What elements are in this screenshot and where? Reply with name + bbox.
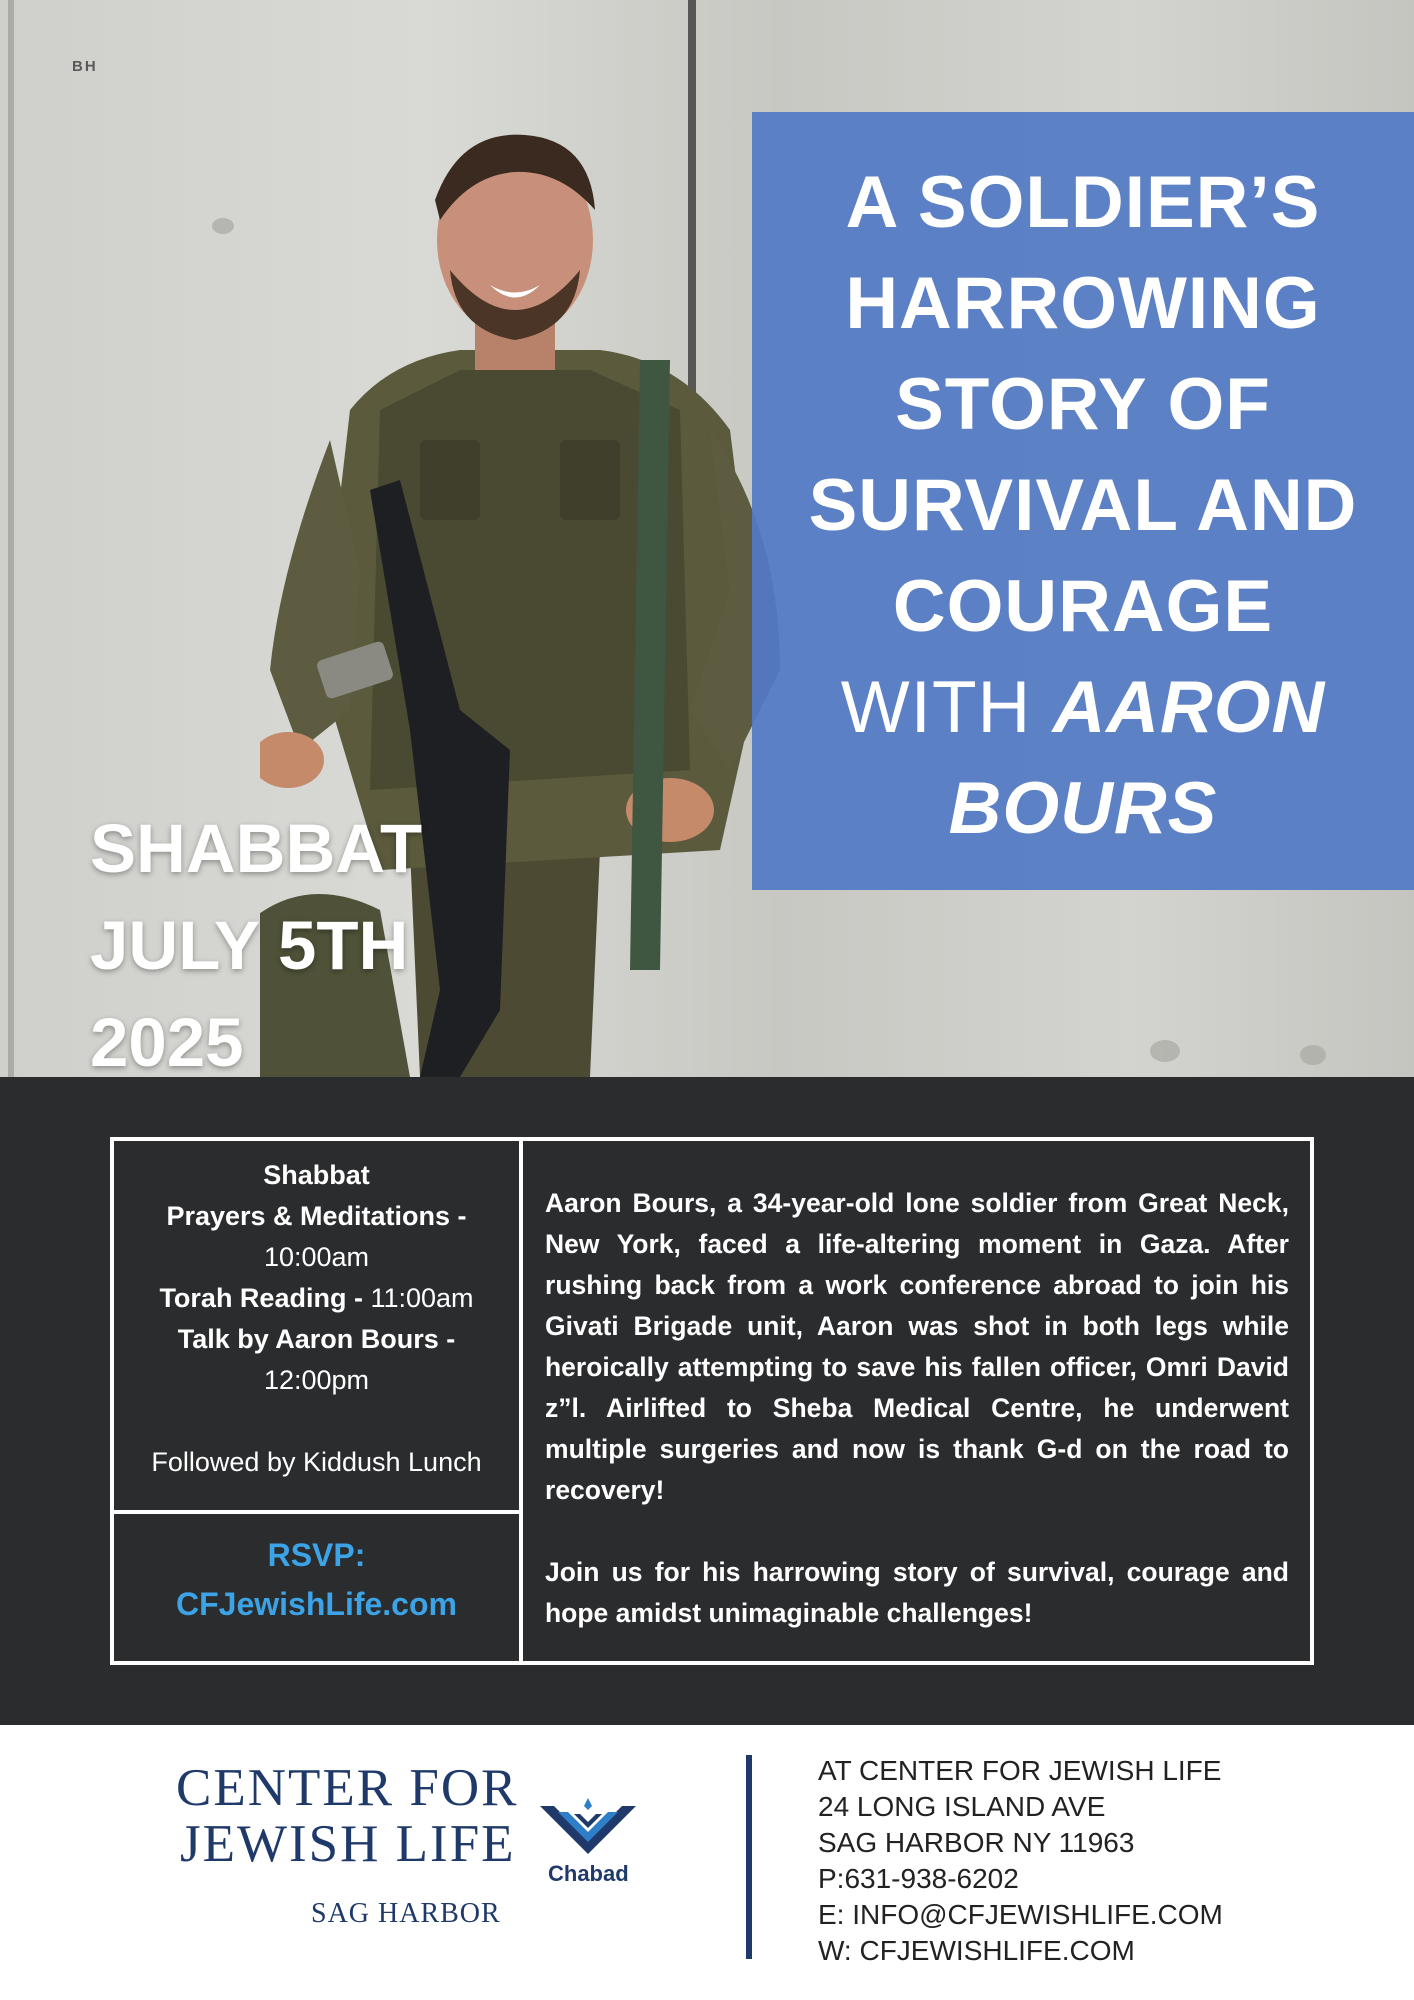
bh-mark: BH xyxy=(72,58,98,75)
rsvp-label: RSVP: xyxy=(267,1537,366,1573)
date-line: SHABBAT xyxy=(90,810,423,887)
speaker-last-name: BOURS xyxy=(948,768,1218,849)
speaker-first-name: AARON xyxy=(1052,667,1326,748)
rsvp xyxy=(114,1531,519,1629)
schedule-item-label: Talk by Aaron Bours - xyxy=(177,1324,456,1354)
column-divider xyxy=(519,1141,523,1661)
schedule-item-time: 11:00am xyxy=(370,1283,474,1313)
chabad-label: Chabad xyxy=(548,1861,629,1886)
schedule xyxy=(114,1155,519,1483)
address-block xyxy=(818,1753,1223,1969)
title-box xyxy=(752,112,1414,890)
wall-speck xyxy=(1300,1045,1326,1065)
schedule-item-time: 12:00pm xyxy=(263,1365,370,1395)
wall-seam xyxy=(8,0,14,1077)
schedule-item-label: Torah Reading - xyxy=(159,1283,363,1313)
date-line: 2025 xyxy=(90,1004,244,1077)
footer-divider xyxy=(746,1755,752,1959)
wall-speck xyxy=(1150,1040,1180,1062)
info-table xyxy=(110,1137,1314,1665)
address-line: SAG HARBOR NY 11963 xyxy=(818,1827,1135,1858)
center-logo xyxy=(176,1758,656,1928)
title-line: STORY OF xyxy=(895,364,1271,445)
menorah-icon xyxy=(538,1798,638,1858)
schedule-followup: Followed by Kiddush Lunch xyxy=(151,1447,482,1477)
title-line: A SOLDIER’S xyxy=(845,162,1321,243)
title-line: HARROWING xyxy=(845,263,1321,344)
address-line: 24 LONG ISLAND AVE xyxy=(818,1791,1106,1822)
date-line: JULY 5TH xyxy=(90,907,409,984)
logo-line: CENTER FOR xyxy=(176,1759,519,1817)
title-line: COURAGE xyxy=(892,566,1274,647)
logo-subtitle: SAG HARBOR xyxy=(311,1898,501,1929)
schedule-item-time: 10:00am xyxy=(263,1242,370,1272)
event-date xyxy=(90,800,422,1077)
phone-number[interactable]: P:631-938-6202 xyxy=(818,1863,1019,1894)
description-paragraph: Aaron Bours, a 34-year-old lone soldier from Great Neck, New York, faced a life-altering moment in Gaza. After rushing back from a work conference abroad to join his Givati Brigade unit, Aaron was shot in both legs while heroically attempting to save his fallen officer, Omri David z”l. Airlifted to Sheba Medical Centre, he underwent multiple surgeries and now is thank G-d on the road to recovery! xyxy=(545,1188,1289,1505)
schedule-heading: Shabbat xyxy=(263,1160,370,1190)
schedule-item-label: Prayers & Meditations - xyxy=(166,1201,467,1231)
email-address[interactable]: E: INFO@CFJEWISHLIFE.COM xyxy=(818,1899,1223,1930)
logo-line: JEWISH LIFE xyxy=(180,1815,516,1873)
rsvp-link[interactable]: CFJewishLife.com xyxy=(176,1586,457,1622)
row-divider xyxy=(114,1510,519,1514)
event-title xyxy=(752,152,1414,859)
speaker-description xyxy=(545,1183,1289,1634)
title-line: SURVIVAL AND xyxy=(808,465,1358,546)
wall-speck xyxy=(212,218,234,234)
title-line xyxy=(752,657,1414,758)
title-with: WITH xyxy=(840,667,1032,748)
footer xyxy=(0,1725,1414,2000)
description-paragraph: Join us for his harrowing story of survival, courage and hope amidst unimaginable challenges! xyxy=(545,1557,1289,1628)
website-link[interactable]: W: CFJEWISHLIFE.COM xyxy=(818,1935,1135,1966)
address-line: AT CENTER FOR JEWISH LIFE xyxy=(818,1755,1222,1786)
